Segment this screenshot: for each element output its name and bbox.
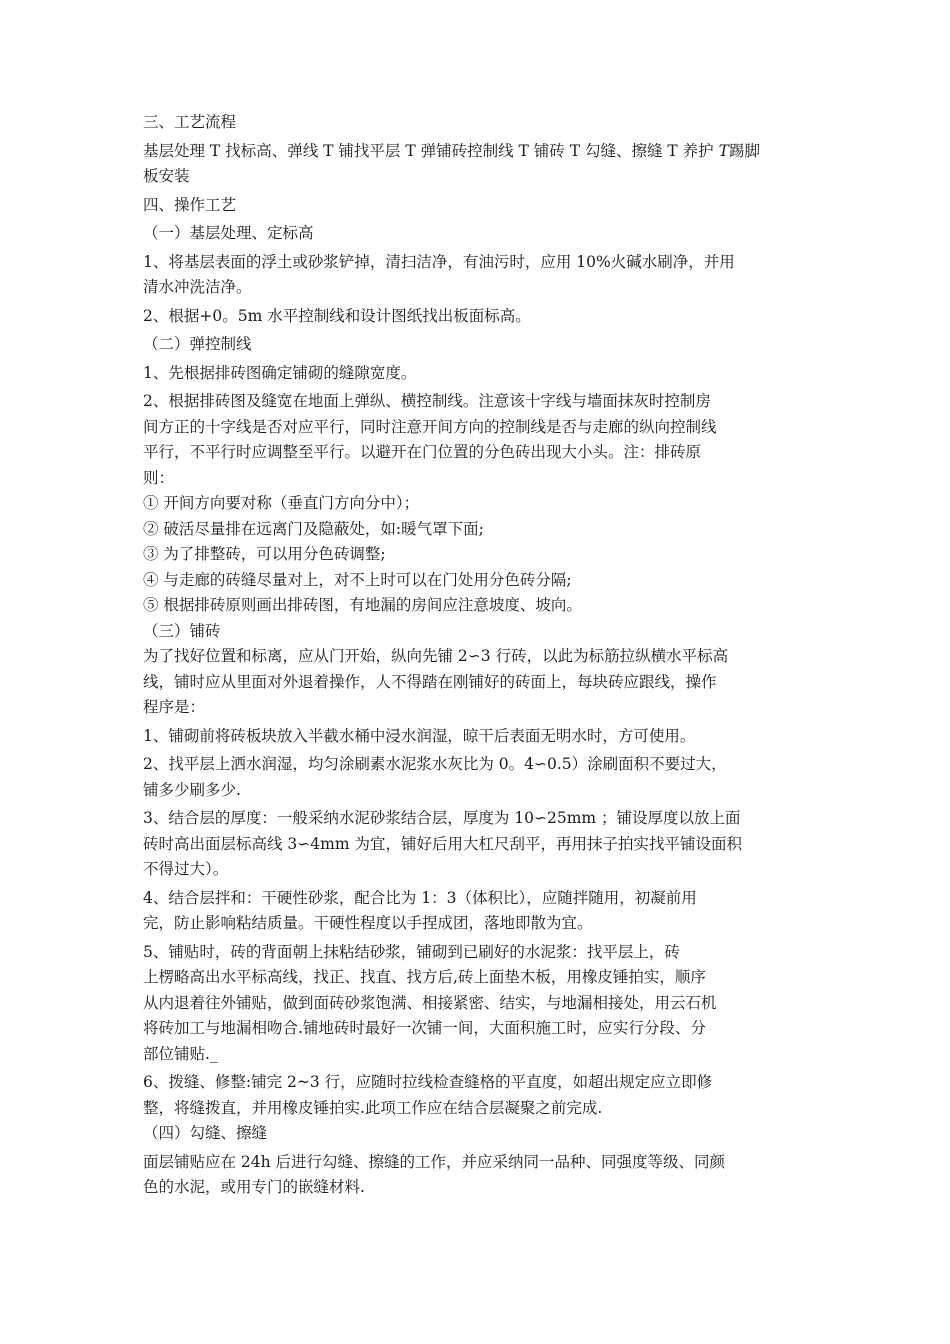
paragraph-line: 砖时高出面层标高线 3∽4mm 为宜，铺好后用大杠尺刮平，再用抹子拍实找平铺设面积	[143, 834, 742, 853]
paragraph-line: 从内退着往外铺贴，做到面砖砂浆饱满、相接紧密、结实，与地漏相接处，用云石机	[143, 993, 717, 1012]
paragraph-line: 部位铺贴._	[143, 1044, 218, 1063]
subsection-heading: （一）基层处理、定标高	[143, 224, 314, 242]
subsection-heading: （三）铺砖	[143, 621, 221, 640]
paragraph-line: 铺多少刷多少.	[143, 780, 241, 799]
paragraph-line: 整，将缝拨直，并用橡皮锤拍实.此项工作应在结合层凝聚之前完成.	[143, 1098, 603, 1117]
paragraph-line: 平行，不平行时应调整至平行。以避开在门位置的分色砖出现大小头。注：排砖原	[143, 443, 702, 461]
paragraph-line: 间方正的十字线是否对应平行，同时注意开间方向的控制线是否与走廊的纵向控制线	[143, 417, 717, 436]
paragraph-line: 面层铺贴应在 24h 后进行勾缝、擦缝的工作，并应采纳同一品种、同强度等级、同颜	[143, 1152, 726, 1171]
paragraph-line: 线，铺时应从里面对外退着操作，人不得踏在刚铺好的砖面上，每块砖应跟线，操作	[143, 672, 717, 691]
paragraph-line: 1、先根据排砖图确定铺砌的缝隙宽度。	[143, 363, 417, 382]
paragraph-line: 完，防止影响粘结质量。干硬性程度以手捏成团，落地即散为宜。	[143, 914, 593, 932]
paragraph-line: 1、铺砌前将砖板块放入半截水桶中浸水润湿，晾干后表面无明水时，方可使用。	[143, 726, 696, 745]
paragraph-line: 3、结合层的厚度：一般采纳水泥砂浆结合层，厚度为 10∽25mm ；铺设厚度以放上面	[143, 809, 741, 827]
subsection-heading: （四）勾缝、擦缝	[143, 1124, 268, 1142]
process-flow-line	[143, 139, 833, 165]
section-heading: 三、工艺流程	[143, 113, 237, 131]
paragraph-line: 2、找平层上洒水润湿，均匀涂刷素水泥浆水灰比为 0。4∽0.5）涂刷面积不要过大，	[143, 755, 727, 773]
paragraph-line: 色的水泥，或用专门的嵌缝材料.	[143, 1178, 365, 1196]
rule-item: ② 破活尽量排在远离门及隐蔽处，如:暖气罩下面;	[143, 519, 484, 538]
flow-italic-arrow: T	[718, 141, 729, 160]
paragraph-line: 不得过大）。	[143, 860, 229, 878]
paragraph-line: 6、拨缝、修整:铺完 2~3 行，应随时拉线检查缝格的平直度，如超出规定应立即修	[143, 1073, 713, 1091]
rule-item: ④ 与走廊的砖缝尽量对上，对不上时可以在门处用分色砖分隔;	[143, 570, 572, 589]
document-page	[143, 110, 833, 1201]
paragraph-line: 板安装	[143, 167, 190, 185]
rule-item: ⑤ 根据排砖原则画出排砖图，有地漏的房间应注意坡度、坡向。	[143, 596, 582, 614]
paragraph-line: 清水冲洗洁净。	[143, 278, 252, 296]
rule-item: ③ 为了排整砖，可以用分色砖调整;	[143, 545, 386, 563]
paragraph-line: 2、根据排砖图及缝宽在地面上弹纵、横控制线。注意该十字线与墙面抹灰时控制房	[143, 392, 711, 410]
flow-text-end: 踢脚	[728, 141, 760, 160]
paragraph-line: 为了找好位置和标离，应从门开始，纵向先铺 2∽3 行砖，以此为标筋拉纵横水平标高	[143, 647, 729, 665]
paragraph-line: 则：	[143, 468, 175, 487]
section-heading: 四、操作工艺	[143, 195, 237, 214]
paragraph-line: 2、根据+0。5m 水平控制线和设计图纸找出板面标高。	[143, 306, 531, 325]
paragraph-line: 程序是：	[143, 698, 206, 716]
flow-text: 基层处理 T 找标高、弹线 T 铺找平层 T 弹铺砖控制线 T 铺砖 T 勾缝、擦缝 T 养护	[143, 141, 719, 160]
paragraph-line: 上楞略高出水平标高线，找正、找直、找方后,砖上面垫木板，用橡皮锤拍实，顺序	[143, 968, 706, 986]
paragraph-line: 5、铺贴时，砖的背面朝上抹粘结砂浆，铺砌到已刷好的水泥浆：找平层上，砖	[143, 942, 680, 961]
paragraph-line: 4、结合层拌和：干硬性砂浆，配合比为 1：3（体积比），应随拌随用，初凝前用	[143, 888, 697, 907]
paragraph-line: 1、将基层表面的浮土或砂浆铲掉，清扫洁净，有油污时，应用 10%火碱水刷净，并用	[143, 252, 735, 271]
rule-item: ① 开间方向要对称（垂直门方向分中）；	[143, 494, 420, 512]
paragraph-line: 将砖加工与地漏相吻合.铺地砖时最好一次铺一间，大面积施工时，应实行分段、分	[143, 1019, 706, 1037]
subsection-heading: （二）弹控制线	[143, 335, 252, 353]
